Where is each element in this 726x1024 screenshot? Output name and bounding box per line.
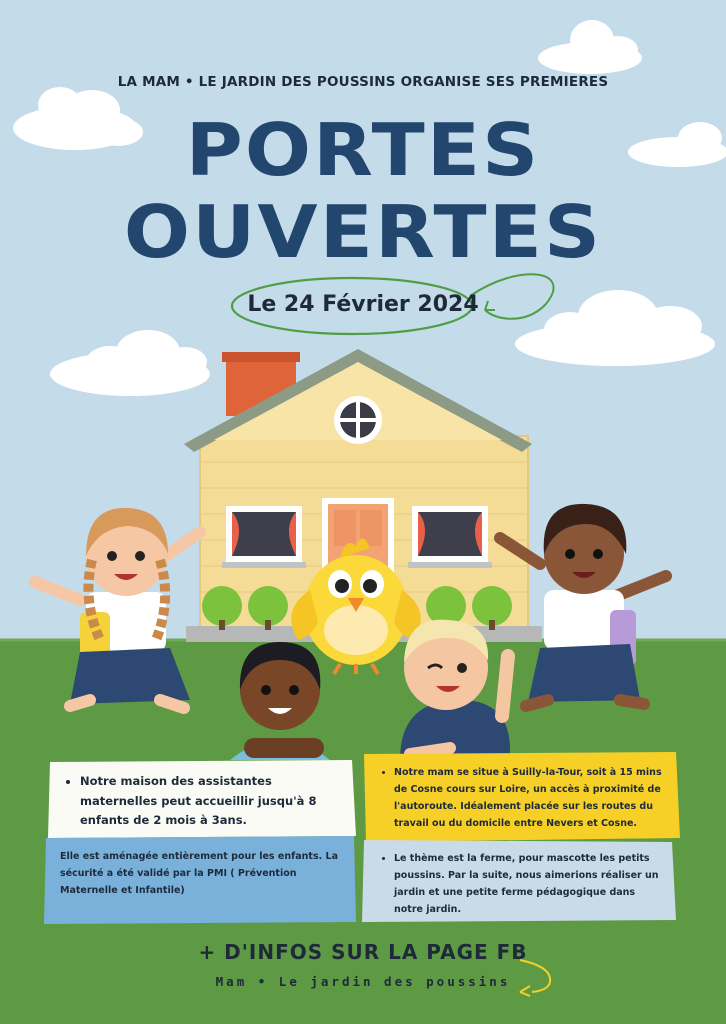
info-box-location — [376, 764, 666, 832]
subtitle: LA MAM • LE JARDIN DES POUSSINS ORGANISE SES PREMIERES — [117, 74, 609, 90]
event-date: Le 24 Février 2024 — [247, 292, 479, 317]
info-text: • Notre mam se situe à Suilly-la-Tour, soit à 15 mins de Cosne cours sur Loire, un accès à proximité de l'autoroute. Idéalement placée sur les routes du travail ou du domicile entre Nevers et Cosne. — [394, 764, 666, 832]
facebook-cta: + D'INFOS SUR LA PAGE FB — [198, 940, 528, 964]
info-box-capacity — [62, 772, 352, 831]
info-box-safety — [60, 848, 350, 899]
info-text: • Notre maison des assistantes maternelles peut accueillir jusqu'à 8 enfants de 2 mois à 3ans. — [80, 772, 352, 831]
title-line-2: OUVERTES — [123, 190, 603, 274]
cloud-icon — [538, 20, 642, 74]
title-line-1: PORTES — [185, 108, 541, 192]
facebook-page-name: Mam • Le jardin des poussins — [215, 974, 511, 989]
info-text: • Le thème est la ferme, pour mascotte les petits poussins. Par la suite, nous aimerions réaliser un jardin et une petite ferme pédagogique dans notre jardin. — [394, 850, 666, 918]
info-box-theme — [376, 850, 666, 918]
info-text: Elle est aménagée entièrement pour les enfants. La sécurité a été validé par la PMI ( Prévention Maternelle et Infantile) — [60, 851, 338, 897]
cloud-icon — [50, 330, 210, 396]
